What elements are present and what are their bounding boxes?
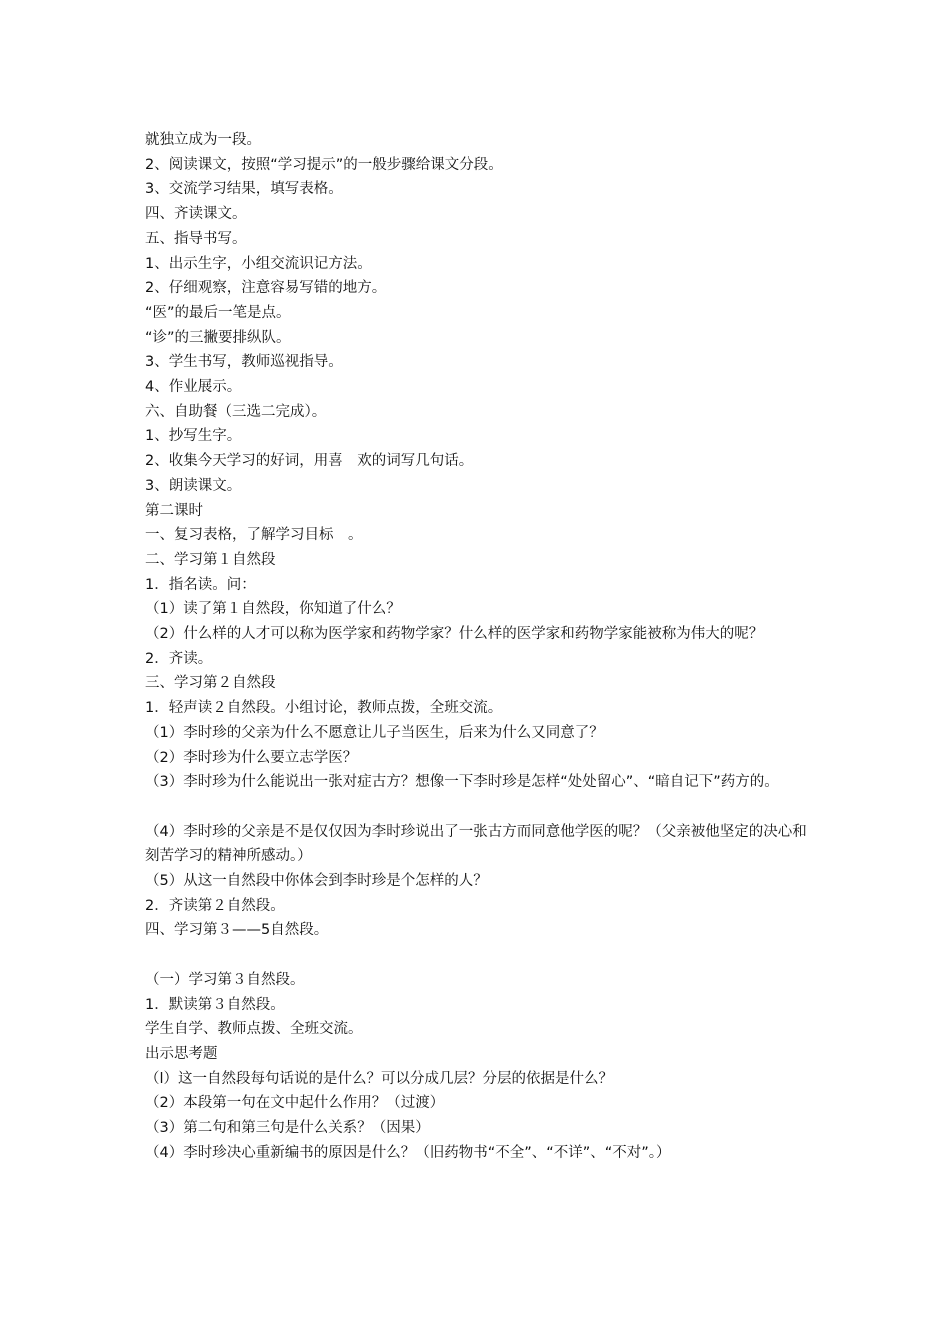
text-line: 1．默读第３自然段。 [145,996,285,1013]
question-line: （4）李时珍的父亲是不是仅仅因为李时珍说出了一张古方而同意他学医的呢？（父亲被他坚定的决心和刻苦学习的精神所感动。） [145,823,807,865]
text-line: 学生自学、教师点拨、全班交流。 [145,1021,363,1038]
text-line: 2．齐读。 [145,650,213,667]
blank-line [145,943,810,968]
text-line: 1、出示生字，小组交流识记方法。 [145,255,372,272]
section-heading: 六、自助餐（三选二完成）。 [145,403,327,420]
text-line: “诊”的三撇要排纵队。 [145,329,291,346]
text-line: “医”的最后一笔是点。 [145,304,291,321]
section-heading: 五、指导书写。 [145,230,247,247]
question-line: （4）李时珍决心重新编书的原因是什么？（旧药物书“不全”、“不详”、“不对”。） [145,1144,671,1161]
question-line: （1）李时珍的父亲为什么不愿意让儿子当医生，后来为什么又同意了？ [145,724,604,741]
text-line: 2．齐读第２自然段。 [145,897,285,914]
section-heading: 二、学习第１自然段 [145,551,276,568]
document-body [145,128,810,1166]
question-line: （5）从这一自然段中你体会到李时珍是个怎样的人？ [145,873,488,890]
text-line: 1．指名读。问： [145,576,256,593]
text-line: 1、抄写生字。 [145,428,242,445]
text-line: 就独立成为一段。 [145,132,261,148]
text-line: 4、作业展示。 [145,379,242,396]
text-line: 3、学生书写，教师巡视指导。 [145,354,343,371]
section-heading: 一、复习表格，了解学习目标 。 [145,527,363,544]
blank-line [145,795,810,820]
text-line: 2、阅读课文，按照“学习提示”的一般步骤给课文分段。 [145,156,503,173]
question-line: （l）这一自然段每句话说的是什么？可以分成几层？分层的依据是什么？ [145,1070,614,1087]
question-line: （2）本段第一句在文中起什么作用？（过渡） [145,1095,445,1112]
question-line: （3）第二句和第三句是什么关系？（因果） [145,1120,430,1137]
text-line: 3、朗读课文。 [145,477,242,494]
lesson-heading: 第二课时 [145,502,203,519]
text-line: 1．轻声读２自然段。小组讨论，教师点拨，全班交流。 [145,700,503,717]
question-line: （1）读了第１自然段，你知道了什么？ [145,601,401,618]
text-line: 2、收集今天学习的好词，用喜 欢的词写几句话。 [145,453,474,470]
text-line: 3、交流学习结果，填写表格。 [145,181,343,198]
text-line: 出示思考题 [145,1045,218,1062]
section-heading: 三、学习第２自然段 [145,675,276,692]
question-line: （3）李时珍为什么能说出一张对症古方？想像一下李时珍是怎样“处处留心”、“暗自记下”药方的。 [145,774,779,791]
text-line: 2、仔细观察，注意容易写错的地方。 [145,280,387,297]
question-line: （2）李时珍为什么要立志学医？ [145,749,358,766]
section-heading: 四、学习第３——5自然段。 [145,922,329,939]
question-line: （2）什么样的人才可以称为医学家和药物学家？什么样的医学家和药物学家能被称为伟大的呢？ [145,626,764,643]
subsection-heading: （一）学习第３自然段。 [145,971,305,988]
section-heading: 四、齐读课文。 [145,206,247,223]
